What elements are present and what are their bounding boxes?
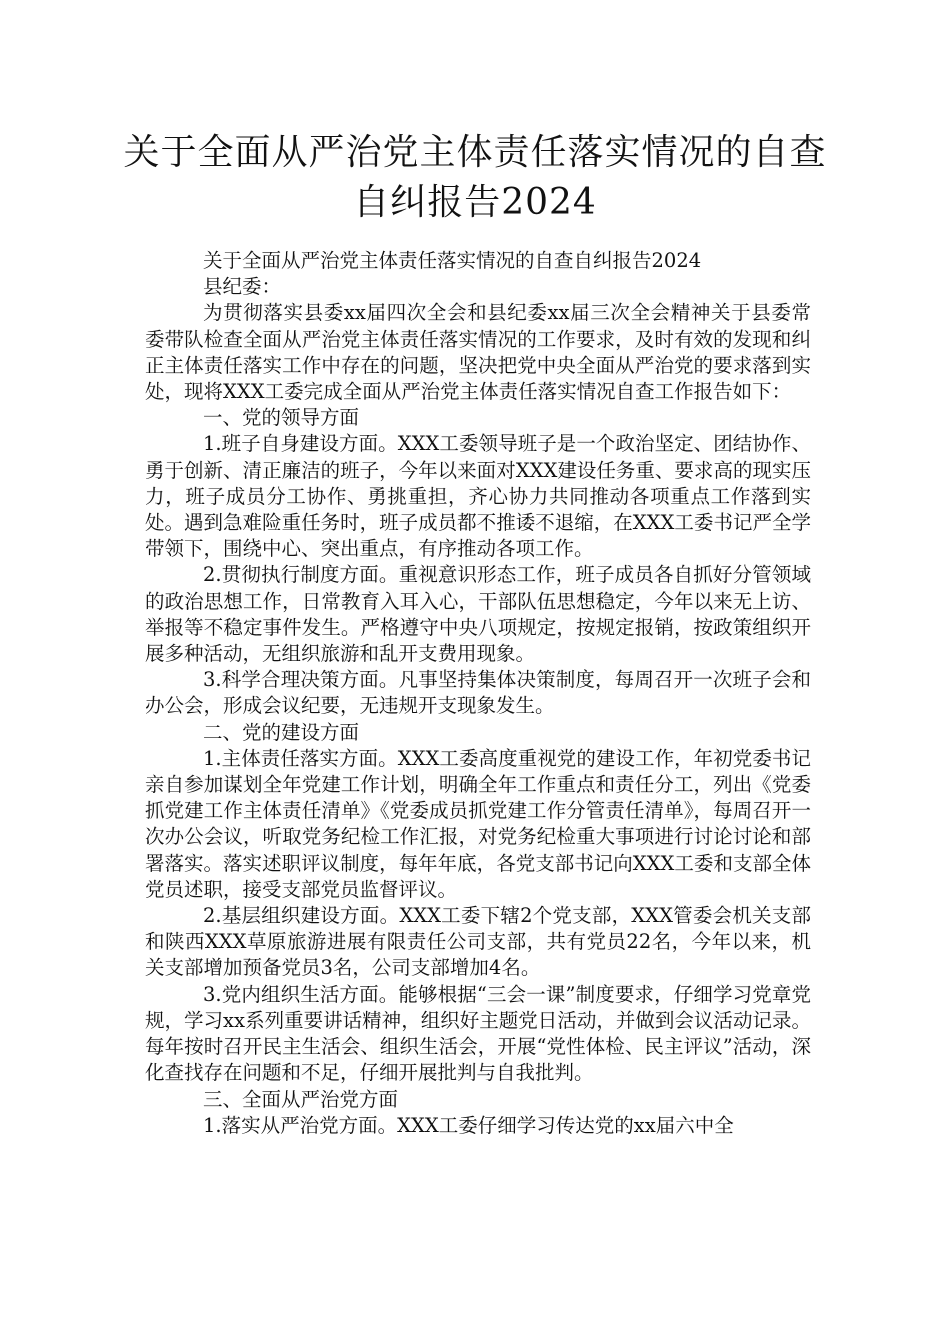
paragraph-1-3: 3.科学合理决策方面。凡事坚持集体决策制度，每周召开一次班子会和办公会，形成会议纪要，无违规开支现象发生。 [145, 668, 811, 718]
section-heading-2: 二、党的建设方面 [203, 720, 360, 744]
document-body [145, 248, 811, 1139]
paragraph-2-1: 1.主体责任落实方面。XXX工委高度重视党的建设工作，年初党委书记亲自参加谋划全年党建工作计划，明确全年工作重点和责任分工，列出《党委抓党建工作主体责任清单》《党委成员抓党建工作分管责任清单》，每周召开一次办公会议，听取党务纪检工作汇报，对党务纪检重大事项进行讨论讨论和部署落实。落实述职评议制度，每年年底，各党支部书记向XXX工委和支部全体党员述职，接受支部党员监督评议。 [145, 746, 811, 901]
subtitle-line: 关于全面从严治党主体责任落实情况的自查自纠报告2024 [203, 249, 702, 272]
intro-paragraph: 为贯彻落实县委xx届四次全会和县纪委xx届三次全会精神关于县委常委带队检查全面从严治党主体责任落实情况的工作要求，及时有效的发现和纠正主体责任落实工作中存在的问题，坚决把党中央全面从严治党的要求落到实处，现将XXX工委完成全面从严治党主体责任落实情况自查工作报告如下： [145, 301, 811, 404]
paragraph-2-2: 2.基层组织建设方面。XXX工委下辖2个党支部，XXX管委会机关支部和陕西XXX草原旅游进展有限责任公司支部，共有党员22名，今年以来，机关支部增加预备党员3名，公司支部增加4名。 [145, 904, 811, 980]
paragraph-2-3: 3.党内组织生活方面。能够根据“三会一课”制度要求，仔细学习党章党规，学习xx系列重要讲话精神，组织好主题党日活动，并做到会议活动记录。每年按时召开民主生活会、组织生活会，开展“党性体检、民主评议”活动，深化查找存在问题和不足，仔细开展批判与自我批判。 [145, 982, 811, 1085]
section-heading-1: 一、党的领导方面 [203, 406, 360, 430]
paragraph-3-1: 1.落实从严治党方面。XXX工委仔细学习传达党的xx届六中全 [203, 1113, 734, 1137]
paragraph-1-1: 1.班子自身建设方面。XXX工委领导班子是一个政治坚定、团结协作、勇于创新、清正廉洁的班子，今年以来面对XXX建设任务重、要求高的现实压力，班子成员分工协作、勇挑重担，齐心协力共同推动各项重点工作落到实处。遇到急难险重任务时，班子成员都不推诿不退缩，在XXX工委书记严全学带领下，围绕中心、突出重点，有序推动各项工作。 [145, 432, 811, 561]
section-heading-3: 三、全面从严治党方面 [203, 1087, 399, 1111]
paragraph-1-2: 2.贯彻执行制度方面。重视意识形态工作，班子成员各自抓好分管领域的政治思想工作，日常教育入耳入心，干部队伍思想稳定，今年以来无上访、举报等不稳定事件发生。严格遵守中央八项规定，按规定报销，按政策组织开展多种活动，无组织旅游和乱开支费用现象。 [145, 563, 811, 666]
document-title: 关于全面从严治党主体责任落实情况的自查自纠报告2024 [123, 132, 827, 223]
salutation: 县纪委： [203, 275, 282, 299]
